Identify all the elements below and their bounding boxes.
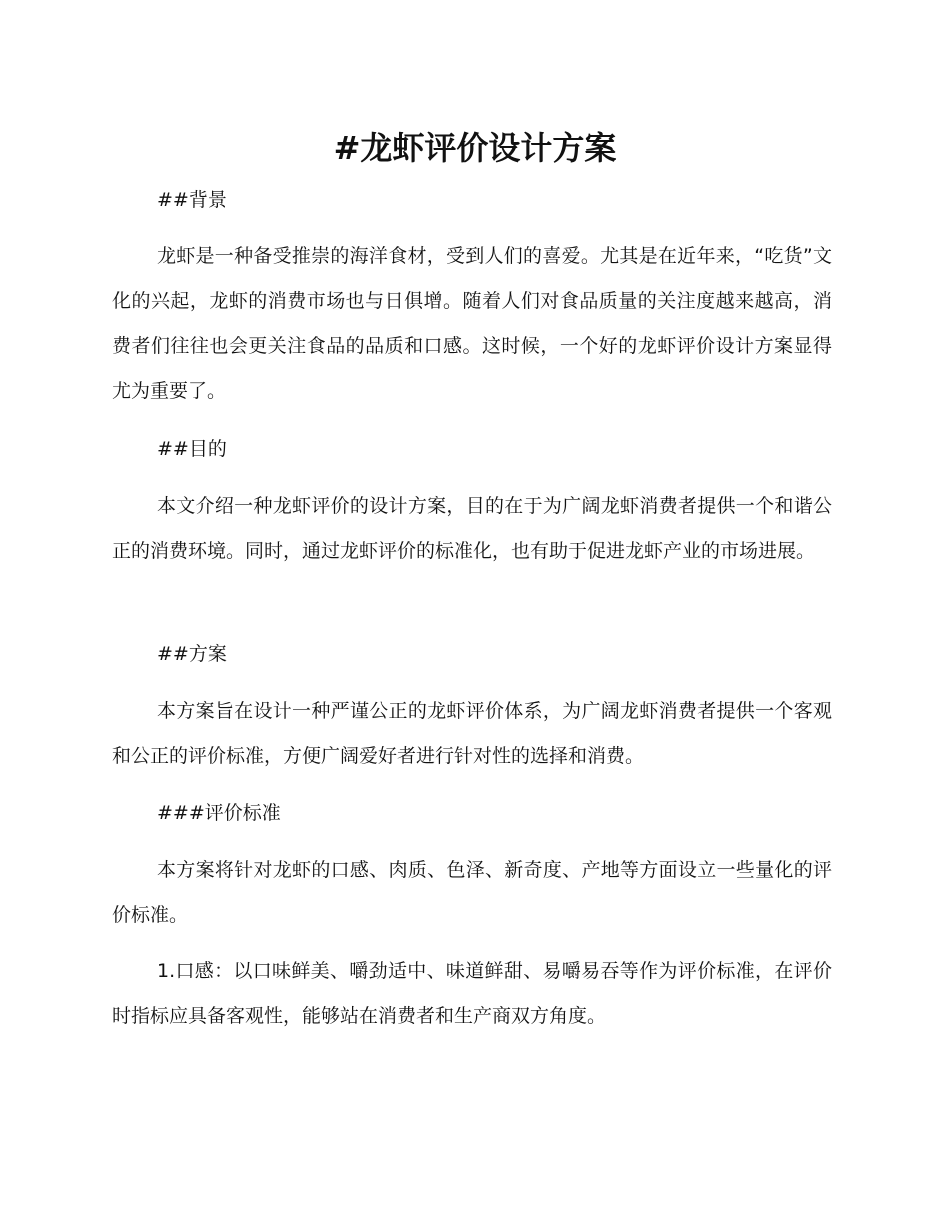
section-heading-plan: ##方案 [157,643,227,665]
section-heading-criteria: ###评价标准 [157,802,281,824]
document-title: #龙虾评价设计方案 [333,129,617,167]
section-heading-background: ##背景 [157,189,227,211]
section-heading-purpose: ##目的 [157,438,227,460]
section-paragraph-plan: 本方案旨在设计一种严谨公正的龙虾评价体系，为广阔龙虾消费者提供一个客观和公正的评价标准，方便广阔爱好者进行针对性的选择和消费。 [112,700,832,767]
section-paragraph-background: 龙虾是一种备受推崇的海洋食材，受到人们的喜爱。尤其是在近年来，“吃货”文化的兴起，龙虾的消费市场也与日俱增。随着人们对食品质量的关注度越来越高，消费者们往往也会更关注食品的品质和口感。这时候，一个好的龙虾评价设计方案显得尤为重要了。 [112,245,832,402]
section-paragraph-purpose: 本文介绍一种龙虾评价的设计方案，目的在于为广阔龙虾消费者提供一个和谐公正的消费环境。同时，通过龙虾评价的标准化，也有助于促进龙虾产业的市场进展。 [112,495,832,562]
criteria-item-taste: 1.口感：以口味鲜美、嚼劲适中、味道鲜甜、易嚼易吞等作为评价标准，在评价时指标应具备客观性，能够站在消费者和生产商双方角度。 [112,960,832,1027]
section-paragraph-criteria: 本方案将针对龙虾的口感、肉质、色泽、新奇度、产地等方面设立一些量化的评价标准。 [112,859,832,926]
